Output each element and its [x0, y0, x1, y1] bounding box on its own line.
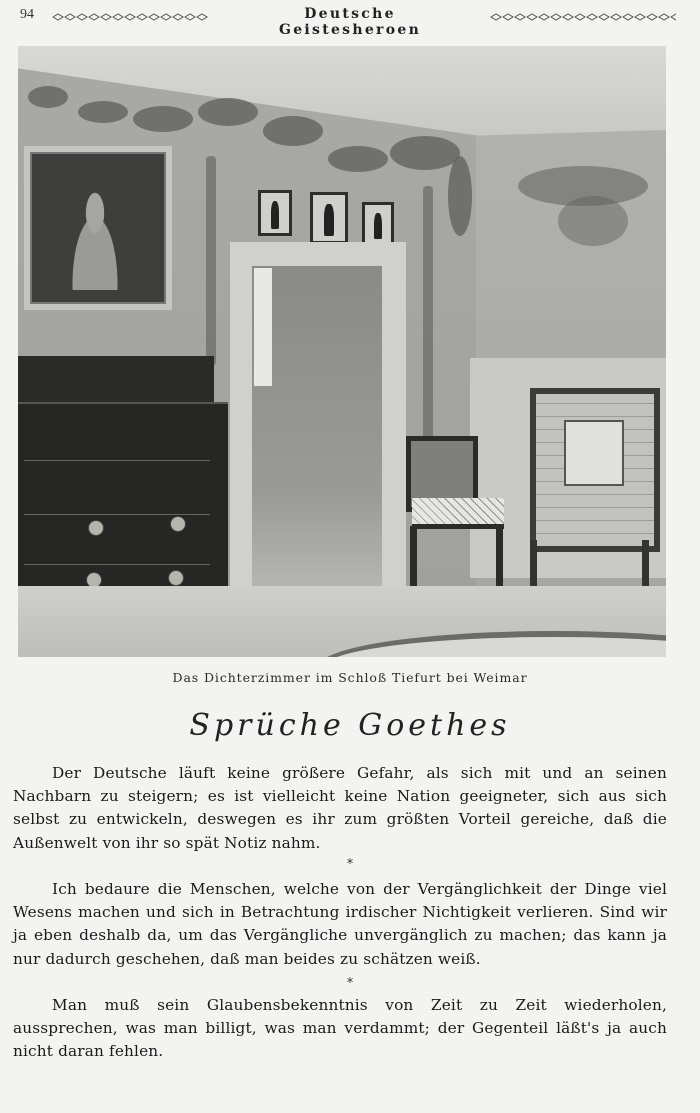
portrait-figure: [60, 180, 130, 290]
article-title: Sprüche Goethes: [189, 708, 511, 743]
vine-decoration: [448, 156, 472, 236]
writing-bureau: [18, 402, 228, 600]
wreath-decoration: [558, 196, 628, 246]
fire-screen: [530, 388, 660, 552]
vine-decoration: [78, 101, 128, 123]
vine-decoration: [28, 86, 68, 108]
vine-decoration: [328, 146, 388, 172]
drawer-knob: [170, 516, 186, 532]
stem-decoration: [206, 156, 216, 366]
silhouette-frame: [258, 190, 292, 236]
paragraph-2: Ich bedaure die Menschen, welche von der Vergänglichkeit der Dinge viel Wesens machen und sich in Betrachtung irdischer Nichtigkeit verlieren. Sind wir ja eben deshalb da, um das Vergängliche unvergänglich zu machen; das kann ja nur dadurch geschehen, daß man beides zu schätzen weiß.: [13, 880, 667, 968]
vine-decoration: [390, 136, 460, 170]
vine-decoration: [133, 106, 193, 132]
portrait-painting: [24, 146, 172, 310]
page-number: 94: [20, 7, 34, 22]
vine-decoration: [263, 116, 323, 146]
screen-picture: [564, 420, 624, 486]
silhouette-frame: [310, 192, 348, 244]
room-photograph: [18, 46, 666, 657]
stem-decoration: [423, 186, 433, 446]
ornament-left-icon: [52, 13, 208, 21]
vine-decoration: [198, 98, 258, 126]
running-header: [0, 4, 700, 38]
paragraph-1: Der Deutsche läuft keine größere Gefahr, als sich mit und an seinen Nachbarn zu steigern; es ist vielleicht keine Nation geeigneter, sich aus sich selbst zu entwickeln, deswegen es ihr zum größten Vorteil gereiche, daß die Außenwelt von ihr so spät Notiz nahm.: [13, 764, 667, 852]
running-title: Deutsche Geistesheroen: [278, 6, 422, 38]
separator-asterisk: *: [346, 857, 354, 872]
figure-caption: Das Dichterzimmer im Schloß Tiefurt bei Weimar: [172, 670, 528, 685]
bureau-top: [18, 356, 214, 402]
ornament-right-icon: [490, 13, 676, 21]
drawer-knob: [88, 520, 104, 536]
window-light: [254, 268, 272, 386]
chair-seat: [412, 498, 504, 529]
paragraph-3: Man muß sein Glaubensbekenntnis von Zeit zu Zeit wiederholen, aussprechen, was man billigt, was man verdammt; der Gegenteil läßt's ja auch nicht daran fehlen.: [13, 996, 667, 1061]
silhouette-frame: [362, 202, 394, 246]
drawer-knob: [168, 570, 184, 586]
separator-asterisk: *: [346, 976, 354, 991]
